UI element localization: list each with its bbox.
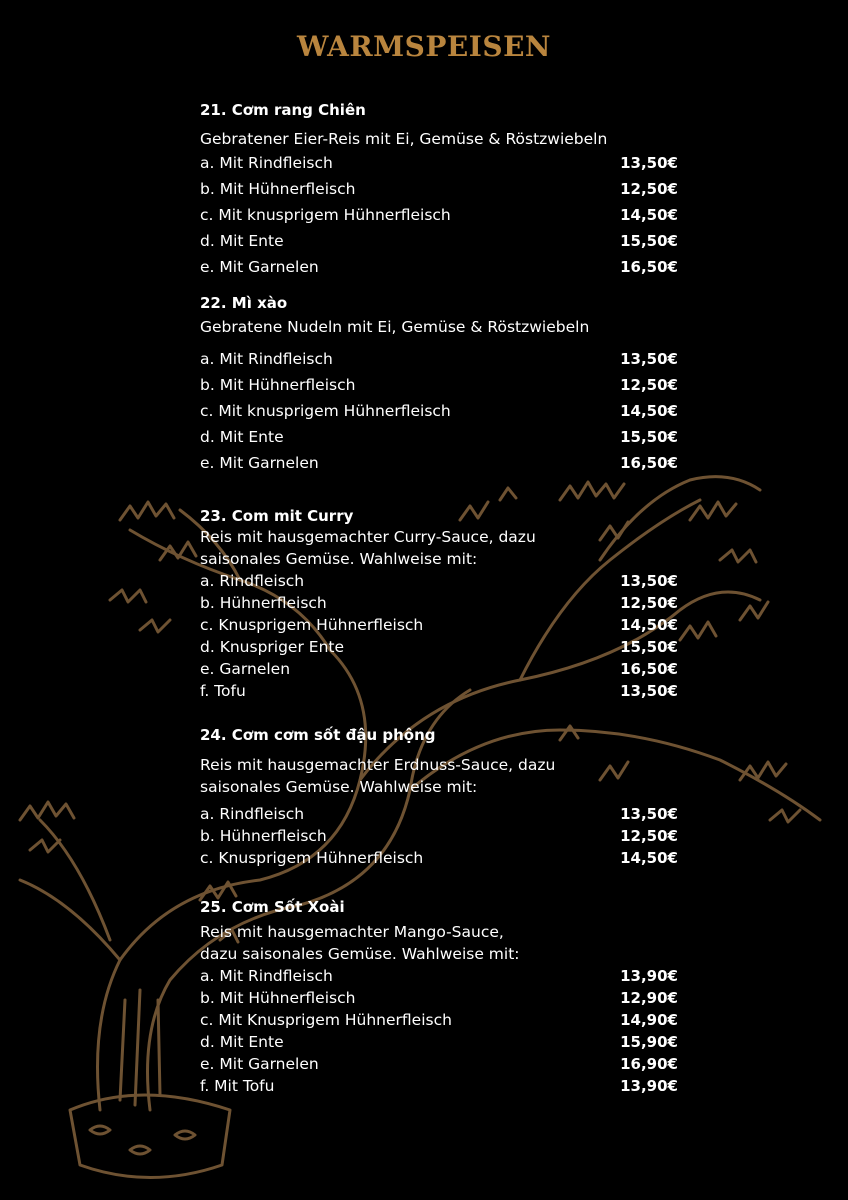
menu-item [200, 372, 678, 398]
item-price: 14,50€ [620, 402, 678, 420]
item-label: d. Mit Ente [200, 232, 284, 250]
item-label: c. Knusprigem Hühnerfleisch [200, 849, 424, 867]
item-label: d. Knuspriger Ente [200, 638, 345, 656]
item-label: b. Mit Hühnerfleisch [200, 376, 356, 394]
menu-item [200, 803, 678, 825]
item-label: c. Knusprigem Hühnerfleisch [200, 616, 424, 634]
menu-item [200, 570, 678, 592]
item-price: 13,50€ [620, 572, 678, 590]
item-price: 16,50€ [620, 258, 678, 276]
section-description: Reis mit hausgemachter Erdnuss-Sauce, dazu [200, 756, 556, 774]
item-label: c. Mit knusprigem Hühnerfleisch [200, 206, 451, 224]
section-title: 24. Cơm cơm sốt đậu phộng [200, 726, 436, 744]
item-price: 15,50€ [620, 638, 678, 656]
item-label: d. Mit Ente [200, 1033, 284, 1051]
item-label: b. Hühnerfleisch [200, 594, 327, 612]
page-title: WARMSPEISEN [296, 30, 551, 63]
item-price: 13,50€ [620, 350, 678, 368]
menu-item [200, 1075, 678, 1097]
item-label: f. Mit Tofu [200, 1077, 275, 1095]
menu-item [200, 658, 678, 680]
item-label: e. Garnelen [200, 660, 291, 678]
item-price: 12,90€ [620, 989, 678, 1007]
item-price: 13,50€ [620, 805, 678, 823]
item-price: 12,50€ [620, 827, 678, 845]
menu-item [200, 847, 678, 869]
menu-item [200, 1053, 678, 1075]
menu-item [200, 1009, 678, 1031]
item-label: d. Mit Ente [200, 428, 284, 446]
item-label: b. Mit Hühnerfleisch [200, 180, 356, 198]
item-label: c. Mit Knusprigem Hühnerfleisch [200, 1011, 452, 1029]
item-price: 12,50€ [620, 376, 678, 394]
menu-item [200, 450, 678, 476]
menu-section-22 [200, 293, 678, 476]
item-price: 13,90€ [620, 1077, 678, 1095]
menu-section-21 [200, 100, 678, 280]
menu-item [200, 680, 678, 702]
item-price: 13,50€ [620, 154, 678, 172]
menu-item [200, 254, 678, 280]
menu-section-25 [200, 897, 678, 1097]
item-price: 15,90€ [620, 1033, 678, 1051]
item-price: 14,50€ [620, 849, 678, 867]
item-label: a. Rindfleisch [200, 572, 305, 590]
item-label: e. Mit Garnelen [200, 454, 319, 472]
menu-item [200, 202, 678, 228]
menu-item [200, 150, 678, 176]
item-price: 12,50€ [620, 594, 678, 612]
item-price: 15,50€ [620, 232, 678, 250]
menu-item [200, 228, 678, 254]
section-description: Gebratener Eier-Reis mit Ei, Gemüse & Röstzwiebeln [200, 130, 608, 148]
menu-item [200, 825, 678, 847]
item-label: a. Mit Rindfleisch [200, 967, 333, 985]
item-price: 13,90€ [620, 967, 678, 985]
section-description: saisonales Gemüse. Wahlweise mit: [200, 550, 478, 568]
section-description: Reis mit hausgemachter Curry-Sauce, dazu [200, 528, 536, 546]
menu-section-24 [200, 725, 678, 869]
item-price: 16,90€ [620, 1055, 678, 1073]
item-price: 14,50€ [620, 206, 678, 224]
item-label: e. Mit Garnelen [200, 258, 319, 276]
section-title: 25. Cơm Sốt Xoài [200, 898, 345, 916]
item-price: 15,50€ [620, 428, 678, 446]
section-description: Gebratene Nudeln mit Ei, Gemüse & Röstzwiebeln [200, 318, 590, 336]
menu-item [200, 398, 678, 424]
item-price: 14,50€ [620, 616, 678, 634]
menu-item [200, 965, 678, 987]
menu-item [200, 614, 678, 636]
item-label: f. Tofu [200, 682, 246, 700]
item-label: a. Mit Rindfleisch [200, 350, 333, 368]
item-price: 14,90€ [620, 1011, 678, 1029]
section-title: 22. Mì xào [200, 294, 288, 312]
section-description: Reis mit hausgemachter Mango-Sauce, [200, 923, 504, 941]
menu-section-23 [200, 506, 678, 702]
item-price: 16,50€ [620, 454, 678, 472]
menu-item [200, 1031, 678, 1053]
item-price: 16,50€ [620, 660, 678, 678]
item-label: a. Mit Rindfleisch [200, 154, 333, 172]
menu-item [200, 592, 678, 614]
item-price: 13,50€ [620, 682, 678, 700]
section-title: 23. Com mit Curry [200, 507, 354, 525]
section-description: dazu saisonales Gemüse. Wahlweise mit: [200, 945, 520, 963]
menu-item [200, 176, 678, 202]
section-title: 21. Cơm rang Chiên [200, 101, 366, 119]
item-label: e. Mit Garnelen [200, 1055, 319, 1073]
item-price: 12,50€ [620, 180, 678, 198]
menu-item [200, 987, 678, 1009]
menu-item [200, 346, 678, 372]
item-label: c. Mit knusprigem Hühnerfleisch [200, 402, 451, 420]
item-label: b. Hühnerfleisch [200, 827, 327, 845]
item-label: b. Mit Hühnerfleisch [200, 989, 356, 1007]
item-label: a. Rindfleisch [200, 805, 305, 823]
menu-item [200, 636, 678, 658]
menu-item [200, 424, 678, 450]
section-description: saisonales Gemüse. Wahlweise mit: [200, 778, 478, 796]
